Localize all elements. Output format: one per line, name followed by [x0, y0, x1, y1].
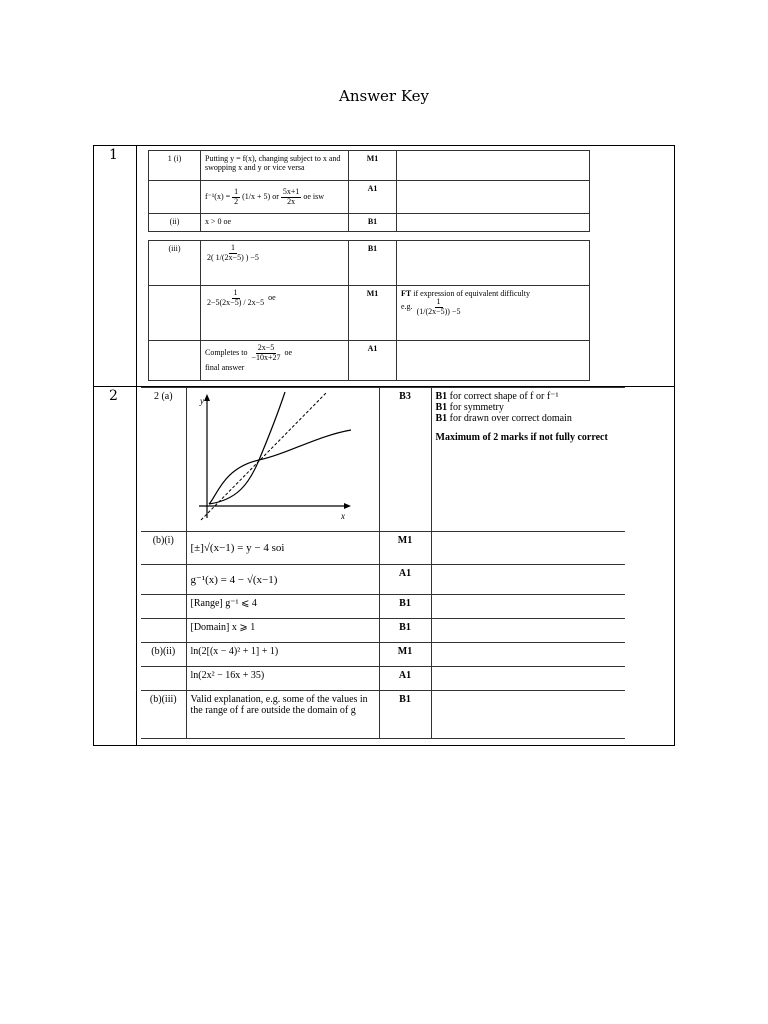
table-row	[149, 241, 590, 286]
table-row	[149, 341, 590, 381]
answer-cell: [±]√(x−1) = y − 4 soi	[186, 532, 379, 565]
mark-cell: A1	[379, 565, 431, 595]
table-row	[149, 214, 590, 232]
mark-cell: B1	[349, 241, 397, 286]
answer-cell: Putting y = f(x), changing subject to x and swopping x and y or vice versa	[201, 151, 349, 181]
x-axis-arrow	[344, 503, 351, 509]
fraction-denominator: 2	[234, 196, 239, 206]
note-bold: B1	[435, 391, 448, 402]
answer-extra: final answer	[205, 362, 245, 372]
y-axis-label: y	[199, 396, 204, 406]
fraction-numerator: 1	[233, 288, 238, 297]
fraction-numerator: 2x−5	[257, 343, 275, 352]
answer-cell	[201, 341, 349, 381]
note-bold: B1	[435, 413, 448, 424]
part-label: (ii)	[149, 214, 201, 232]
table-row	[141, 565, 625, 595]
note-cell	[397, 241, 590, 286]
fraction-denominator: 2x	[287, 196, 296, 206]
note-cell	[397, 181, 590, 214]
part-label	[141, 565, 186, 595]
answer-middle: (1/x + 5) or	[242, 191, 279, 201]
function-graph	[187, 388, 377, 528]
q2-markscheme-table	[141, 387, 625, 739]
mark-cell: B1	[379, 691, 431, 739]
fraction-numerator: 5x+1	[282, 186, 300, 196]
note-cell	[431, 619, 625, 643]
inverse-function-curve	[209, 430, 351, 504]
fraction-denominator: 2−5(2x−5) / 2x−5	[207, 297, 265, 307]
note-text: for correct shape of f or f⁻¹	[447, 391, 559, 402]
question-number-2: 2	[109, 388, 118, 404]
line-y-equals-x	[201, 392, 327, 520]
question-number-1: 1	[109, 147, 118, 163]
note-cell	[397, 341, 590, 381]
part-label: 1 (i)	[149, 151, 201, 181]
fraction-numerator: 1	[230, 243, 235, 252]
q1-markscheme-table-a	[148, 150, 590, 232]
answer-cell: [Range] g⁻¹ ⩽ 4	[186, 595, 379, 619]
answer-cell: ln(2[(x − 4)² + 1] + 1)	[186, 643, 379, 667]
graph-note-3	[436, 413, 622, 424]
note-cell	[431, 532, 625, 565]
mark-cell: M1	[379, 532, 431, 565]
graph-note-1	[436, 391, 622, 402]
note-example-label: e.g.	[401, 302, 413, 312]
part-label: 2 (a)	[141, 388, 186, 532]
q1-markscheme-table-b	[148, 240, 590, 381]
mark-cell: M1	[349, 151, 397, 181]
note-cell	[397, 151, 590, 181]
mark-cell: M1	[379, 643, 431, 667]
note-text: for drawn over correct domain	[447, 413, 572, 424]
fraction-numerator: 1	[436, 297, 441, 306]
fraction-denominator: (1/(2x−5)) −5	[416, 306, 461, 316]
mark-cell: B1	[379, 619, 431, 643]
graph-cell	[186, 388, 379, 532]
table-row	[141, 388, 625, 532]
mark-cell: A1	[379, 667, 431, 691]
table-row	[141, 532, 625, 565]
answer-cell: g⁻¹(x) = 4 − √(x−1)	[186, 565, 379, 595]
note-cell	[431, 643, 625, 667]
fraction-denominator: 2( 1/(2x−5) ) −5	[207, 252, 259, 262]
part-label	[149, 181, 201, 214]
part-label	[149, 286, 201, 341]
answer-suffix: oe	[268, 293, 276, 303]
mark-cell: B1	[349, 214, 397, 232]
fraction	[281, 188, 302, 207]
note-text: for symmetry	[447, 402, 504, 413]
part-label: (iii)	[149, 241, 201, 286]
answer-prefix: Completes to	[205, 348, 248, 358]
part-label	[149, 341, 201, 381]
graph-warning: Maximum of 2 marks if not fully correct	[435, 432, 608, 443]
table-row	[141, 595, 625, 619]
mark-cell: B1	[379, 595, 431, 619]
table-row	[141, 643, 625, 667]
fraction	[249, 344, 282, 363]
answer-cell	[201, 181, 349, 214]
fraction-denominator: −10x+27	[251, 352, 281, 362]
answer-cell: x > 0 oe	[201, 214, 349, 232]
x-axis-label: x	[340, 511, 345, 521]
note-cell	[397, 286, 590, 341]
note-cell	[397, 214, 590, 232]
fraction	[205, 289, 266, 308]
table-row	[149, 286, 590, 341]
note-text: if expression of equivalent difficulty	[413, 289, 530, 298]
mark-cell: A1	[349, 341, 397, 381]
table-row	[141, 691, 625, 739]
table-row	[141, 667, 625, 691]
fraction	[205, 244, 261, 263]
answer-cell: [Domain] x ⩾ 1	[186, 619, 379, 643]
mark-cell: M1	[349, 286, 397, 341]
mark-cell: B3	[379, 388, 431, 532]
note-bold: B1	[435, 402, 448, 413]
mark-cell: A1	[349, 181, 397, 214]
fraction-numerator: 1	[234, 186, 239, 196]
part-label	[141, 619, 186, 643]
answer-cell	[201, 241, 349, 286]
answer-cell: Valid explanation, e.g. some of the values in the range of f are outside the domain of g	[186, 691, 379, 739]
note-cell	[431, 595, 625, 619]
table-row	[141, 619, 625, 643]
part-label: (b)(ii)	[141, 643, 186, 667]
column-divider	[136, 145, 137, 746]
note-bold: FT	[401, 289, 412, 298]
graph-note-2	[436, 402, 622, 413]
answer-cell: ln(2x² − 16x + 35)	[186, 667, 379, 691]
answer-cell	[201, 286, 349, 341]
table-row	[149, 151, 590, 181]
part-label: (b)(iii)	[141, 691, 186, 739]
y-axis-arrow	[204, 394, 210, 401]
note-cell	[431, 691, 625, 739]
answer-prefix: f⁻¹(x) =	[205, 191, 233, 201]
part-label	[141, 595, 186, 619]
fraction	[415, 298, 463, 317]
page-title: Answer Key	[339, 87, 429, 105]
note-cell	[431, 565, 625, 595]
note-cell	[431, 388, 625, 532]
part-label	[141, 667, 186, 691]
table-row	[149, 181, 590, 214]
answer-suffix: oe isw	[303, 191, 325, 201]
fraction	[232, 188, 240, 207]
note-cell	[431, 667, 625, 691]
answer-suffix: oe	[284, 348, 293, 358]
part-label: (b)(i)	[141, 532, 186, 565]
